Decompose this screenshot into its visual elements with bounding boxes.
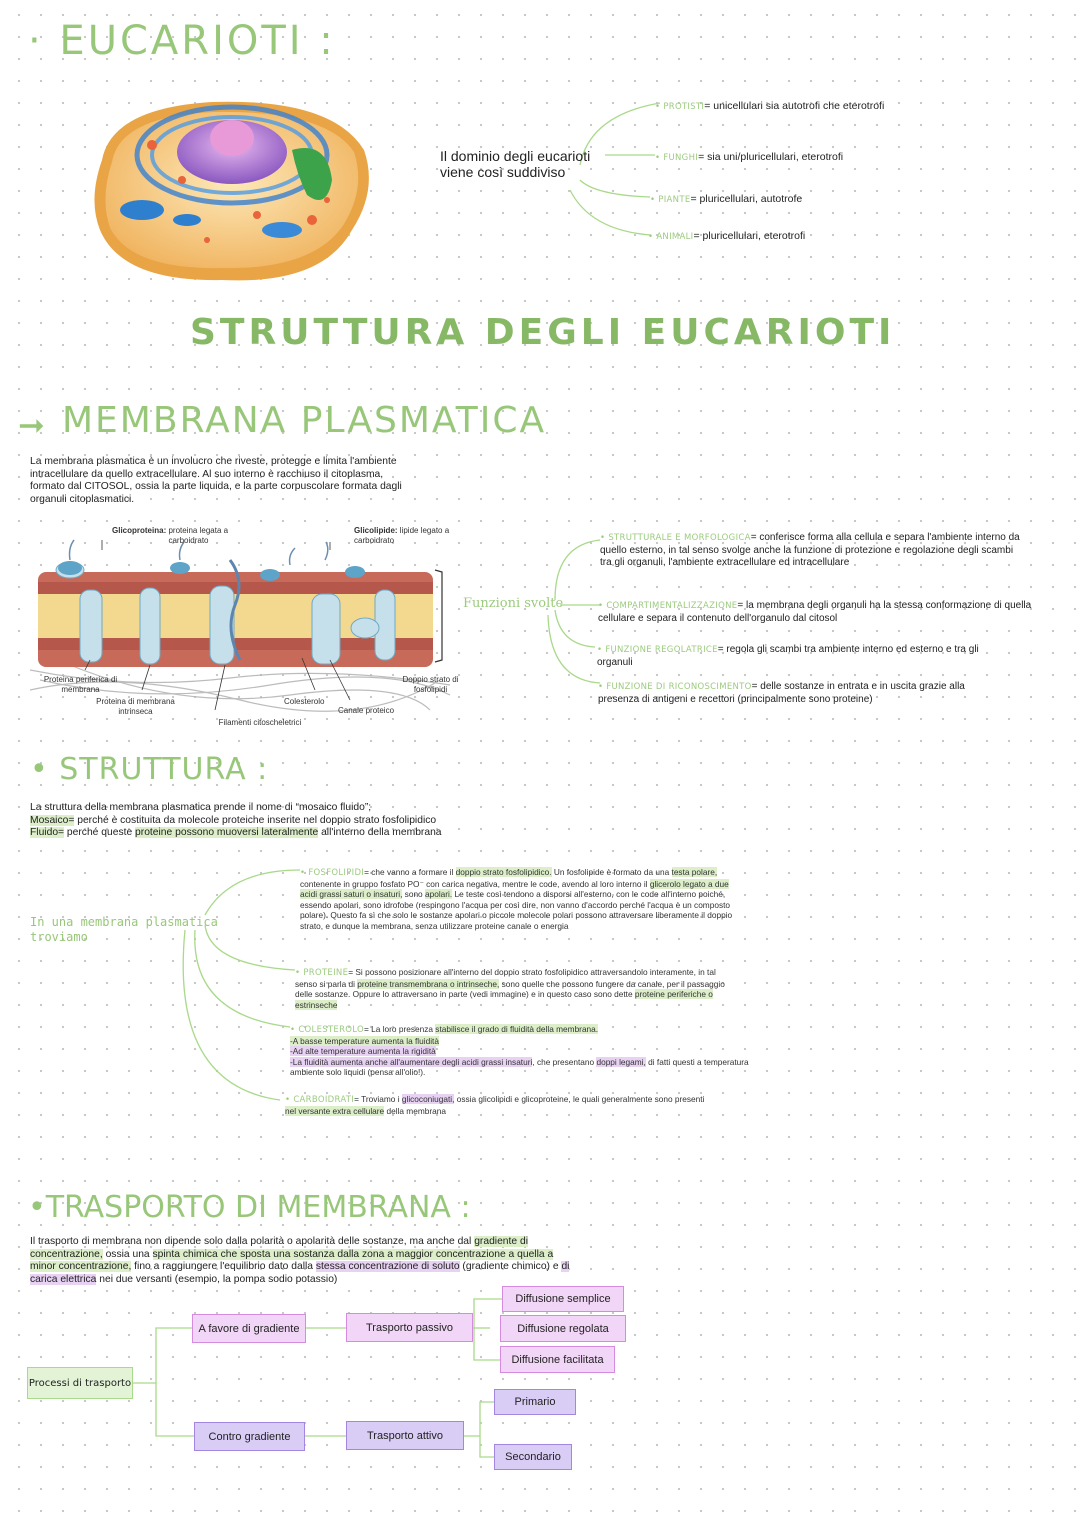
fosfolipidi-b: Un fosfolipide è formato da una: [551, 867, 672, 877]
label-desc: proteina legata a carboidrato: [168, 526, 229, 545]
fluido-a: perché queste: [64, 827, 136, 838]
box-contro: Contro gradiente: [194, 1422, 305, 1451]
page-title: · EUCARIOTI :: [28, 18, 336, 64]
proteine-b: sono quelle che possono fungere da canale, per il passaggio delle sostanze. Oppure lo attraversano in parte (vedi immagine) e in questo caso sono dette: [295, 978, 725, 999]
label-colesterolo: Colesterolo: [284, 697, 325, 706]
funzione-compartimentalizzazione: [598, 600, 1043, 625]
trasporto-hl3: stessa concentrazione di soluto: [315, 1261, 460, 1272]
colesterolo-l3: [290, 1057, 760, 1078]
fosfolipidi-d: sono: [402, 889, 425, 899]
trasporto-e: nei due versanti (esempio, la pompa sodio potassio): [96, 1273, 338, 1285]
box-a-favore: A favore di gradiente: [192, 1314, 306, 1343]
box-diffusione-semplice: Diffusione semplice: [502, 1286, 624, 1312]
colesterolo-hl: stabilisce il grado di fluidità della membrana.: [435, 1024, 599, 1034]
fosfolipidi-hl4: apolari.: [424, 889, 453, 899]
struttura-fluido: [30, 827, 530, 840]
funzione-desc: = la membrana degli organuli ha la stessa conformazione di quella cellulare e separa il contenuto dell'organulo dal citosol: [598, 600, 1032, 624]
fosfolipidi-hl1: doppio strato fosfolipidico.: [455, 867, 552, 877]
carboidrati-label: • CARBOIDRATI: [285, 1095, 355, 1105]
label-term: Glicolipide:: [354, 526, 398, 535]
label-desc: lipide legato a carboidrato: [354, 526, 450, 545]
colesterolo-label: • COLESTEROLO: [290, 1025, 365, 1035]
trasporto-hl2: spinta chimica che sposta una sostanza dalla zona a maggior concentrazione a quella a minor concentrazione,: [30, 1248, 554, 1272]
trasporto-hl4: di carica elettrica: [30, 1261, 570, 1285]
box-secondario: Secondario: [494, 1444, 572, 1470]
colesterolo-l1-text: -A basse temperature aumenta la fluidità: [290, 1035, 439, 1046]
struttura-connectors: [170, 865, 310, 1110]
funzione-desc: = delle sostanze in entrata e in uscita grazie alla presenza di antigeni e recettori (principalmente sono proteine): [598, 681, 965, 705]
fluido-hl: proteine possono muoversi lateralmente: [135, 827, 319, 838]
colesterolo-l2: [290, 1046, 760, 1057]
section-title-struttura-eucarioti: STRUTTURA DEGLI EUCARIOTI: [190, 312, 896, 353]
fosfolipidi-hl3: glicerolo legato a due acidi grassi saturi o insaturi,: [300, 878, 729, 899]
colesterolo-l3b: , che presentano: [532, 1056, 597, 1067]
dominio-label: • PIANTE: [650, 195, 691, 205]
dominio-desc: = sia uni/pluricellulari, eterotrofi: [698, 151, 844, 163]
box-diffusione-regolata: Diffusione regolata: [500, 1315, 626, 1342]
dominio-label: • ANIMALI: [648, 232, 694, 242]
in-una-membrana: In una membrana plasmatica troviamo: [30, 915, 218, 944]
funzione-label: • FUNZIONE REGOLATRICE: [597, 645, 718, 655]
label-term: Glicoproteina:: [112, 526, 167, 535]
colesterolo-l3hl: doppi legami,: [596, 1056, 646, 1067]
trasporto-a: Il trasporto di membrana non dipende solo dalla polarità o apolarità delle sostanze, ma anche dal: [30, 1236, 475, 1247]
proteine-a: = Si possono posizionare all'interno del doppio strato fosfolipidico attraversandolo interamente, in tal senso si parla di: [295, 967, 716, 989]
fosfolipidi-text: [300, 867, 745, 931]
trasporto-text: [30, 1236, 570, 1286]
mosaico-key: Mosaico=: [30, 814, 75, 826]
fosfolipidi-e: Le teste così tendono a disporsi all'esterno, con le code all'interno poiché, essendo apolari, sono idrofobe (respingono l'acqua per così dire, non vanno d'accordo perché l'acqua è un composto polare). Questo fa sì che solo le sostanze apolari o piccole molecole polari possono attraversare liberamente il doppio strato, e dunque la membrana, senza utilizzare proteine canale o energia: [300, 889, 733, 931]
dominio-label: • FUNGHI: [655, 153, 699, 163]
dominio-item-protisti: [655, 100, 884, 112]
funzione-desc: = regola gli scambi tra ambiente interno ed esterno e tra gli organuli: [597, 644, 979, 668]
label-proteina-periferica: Proteina periferica di membrana: [43, 675, 118, 694]
carboidrati-hl1: glicoconiugati,: [401, 1094, 455, 1104]
trasporto-hl1: gradiente di concentrazione,: [30, 1236, 528, 1260]
struttura-line1: La struttura della membrana plasmatica prende il nome di “mosaico fluido”;: [30, 802, 372, 813]
funzione-regolatrice: [597, 644, 997, 669]
proteine-hl2: proteine periferiche o estrinseche: [295, 989, 713, 1010]
label-glicoproteina: [112, 526, 258, 545]
fosfolipidi-a: = che vanno a formare il: [364, 867, 456, 877]
membrana-intro: La membrana plasmatica è un involucro che riveste, protegge e limita l'ambiente intracellulare da quello extracellulare. Al suo interno è racchiuso il citoplasma, formato dal CITOSOL, ossia la parte liquida, e la parte corpuscolare formata dagli organuli citoplasmatici.: [30, 456, 402, 505]
label-filamenti: Filamenti citoscheletrici: [218, 718, 302, 727]
proteine-label: • PROTEINE: [295, 968, 349, 978]
dominio-desc: = pluricellulari, eterotrofi: [693, 230, 806, 242]
dominio-desc: = pluricellulari, autotrofe: [690, 193, 803, 205]
carboidrati-a: = Troviamo i: [354, 1094, 402, 1104]
funzione-desc: = conferisce forma alla cellula e separa l'ambiente interno da quello esterno, in tal senso svolge anche la funzione di protezione e regolazione degli scambi tra gli organuli, l'ambiente extracellulare ed intracellulare: [600, 532, 1020, 568]
colesterolo-text: [290, 1024, 760, 1078]
box-processi-trasporto: Processi di trasporto: [27, 1367, 133, 1399]
label-proteina-intrinseca: Proteina di membrana intrinseca: [96, 697, 175, 716]
section-title-trasporto: •TRASPORTO DI MEMBRANA :: [28, 1190, 471, 1225]
colesterolo-intro: [290, 1024, 760, 1036]
funzione-label: • FUNZIONE DI RICONOSCIMENTO: [598, 682, 752, 692]
dominio-item-piante: [650, 193, 802, 205]
colesterolo-l1: [290, 1036, 760, 1047]
arrow-icon: ➞: [18, 407, 45, 443]
proteine-text: [295, 967, 735, 1010]
label-doppio-strato: Doppio strato di fosfolipidi: [402, 675, 459, 694]
trasporto-d: (gradiente chimico) e: [459, 1261, 562, 1272]
mosaico-text: perché è costituita da molecole proteiche inserite nel doppio strato fosfolipidico: [74, 814, 437, 826]
colesterolo-l3c: di fatti questi a temperatura ambiente solo liquidi (pensa all'olio!).: [290, 1056, 749, 1077]
label-canale: Canale proteico: [338, 706, 395, 715]
funzione-strutturale: [600, 532, 1020, 570]
dominio-item-funghi: [655, 151, 843, 163]
funzione-label: • STRUTTURALE E MORFOLOGICA: [600, 533, 751, 543]
section-title-struttura: • STRUTTURA :: [30, 752, 269, 787]
carboidrati-text: [285, 1094, 705, 1116]
funzione-label: • COMPARTIMENTALIZZAZIONE: [598, 601, 738, 611]
fosfolipidi-label: • FOSFOLIPIDI: [300, 868, 365, 878]
fluido-b: all'interno della membrana: [318, 827, 442, 838]
trasporto-b: ossia una: [102, 1248, 153, 1260]
fluido-key: Fluido=: [30, 827, 65, 838]
trasporto-c: fino a raggiungere l'equilibrio dato dalla: [131, 1261, 316, 1272]
funzioni-label: Funzioni svolte: [463, 596, 564, 611]
fosfolipidi-c: contenente in gruppo fosfato PO⁻ con carica negativa, mentre le code, avendo al loro interno il: [300, 878, 650, 889]
dominio-item-animali: [648, 230, 805, 242]
proteine-hl1: proteine transmembrana o intrinseche,: [357, 978, 500, 989]
box-passivo: Trasporto passivo: [346, 1313, 473, 1342]
box-attivo: Trasporto attivo: [346, 1421, 464, 1450]
funzione-riconoscimento: [598, 681, 998, 706]
colesterolo-a: = La loro presenza: [364, 1024, 436, 1034]
box-primario: Primario: [494, 1389, 576, 1415]
fosfolipidi-hl2: testa polare,: [671, 867, 718, 877]
dominio-intro: Il dominio degli eucarioti viene così suddiviso: [440, 148, 591, 180]
struttura-intro: [30, 802, 530, 840]
dominio-desc: = unicellulari sia autotrofi che eterotrofi: [704, 100, 885, 112]
box-diffusione-facilitata: Diffusione facilitata: [500, 1346, 615, 1373]
colesterolo-l3a: -La fluidità aumenta anche all'aumentare degli acidi grassi insaturi: [290, 1056, 533, 1067]
carboidrati-b: ossia glicolipidi e glicoproteine, le quali generalmente sono presenti: [454, 1094, 705, 1104]
carboidrati-c: della membrana: [384, 1105, 446, 1116]
dominio-label: • PROTISTI: [655, 102, 705, 112]
eukaryotic-cell-illustration: [82, 90, 382, 290]
struttura-mosaico: [30, 815, 530, 828]
section-title-membrana: MEMBRANA PLASMATICA: [62, 400, 547, 441]
colesterolo-l2-text: -Ad alte temperature aumenta la rigidità: [290, 1046, 436, 1056]
label-glicolipide: [354, 526, 462, 545]
carboidrati-hl2: nel versante extra cellulare: [285, 1105, 385, 1116]
